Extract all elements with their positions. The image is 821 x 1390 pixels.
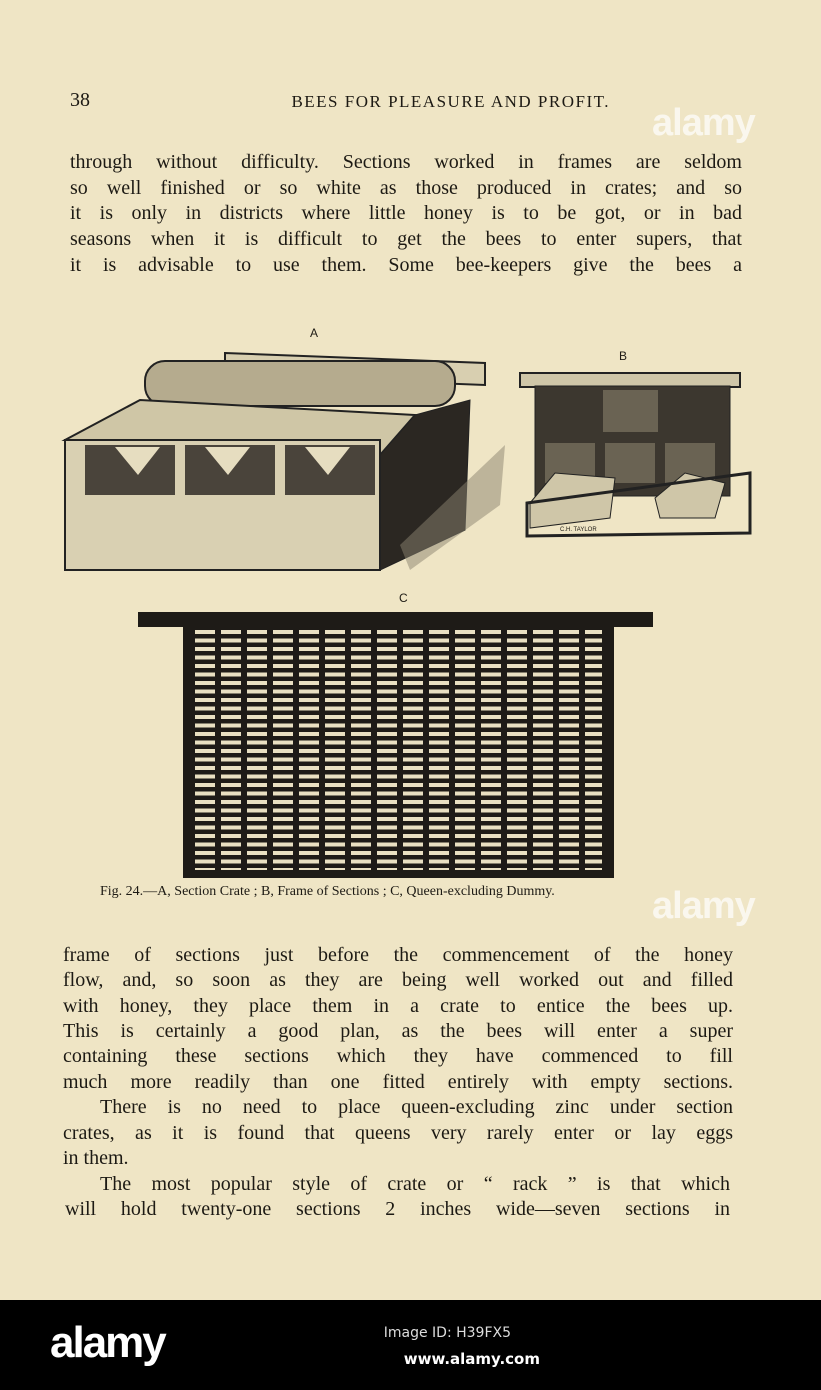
text-line: flow, and, so soon as they are being well worked out and filled [63,969,733,991]
text-line: containing these sections which they have commenced to fill [63,1045,733,1067]
figure-label-a: A [310,326,319,340]
running-title: BEES FOR PLEASURE AND PROFIT. [291,92,610,111]
text-line: will hold twenty-one sections 2 inches wide—seven sections in [65,1198,730,1220]
text-line: it is only in districts where little honey is to be got, or in bad [70,202,742,224]
running-header [70,89,610,112]
frame-of-sections-illustration [515,368,755,543]
text-line: in them. [63,1147,129,1169]
text-line: crates, as it is found that queens very rarely enter or lay eggs [63,1122,733,1144]
text-line: frame of sections just before the commencement of the honey [63,944,733,966]
text-line: There is no need to place queen-excluding zinc under section [100,1096,733,1118]
text-line: through without difficulty. Sections worked in frames are seldom [70,151,742,173]
text-line: This is certainly a good plan, as the bees will enter a super [63,1020,733,1042]
watermark: alamy [652,102,755,144]
watermark: alamy [652,885,755,927]
section-crate-illustration [60,345,510,577]
text-line: much more readily than one fitted entirely with empty sections. [63,1071,733,1093]
queen-excluding-dummy-illustration [183,626,614,878]
image-id: Image ID: H39FX5 [383,1325,511,1341]
text-line: with honey, they place them in a crate to entice the bees up. [63,995,733,1017]
text-line: The most popular style of crate or “ rack ” is that which [100,1173,730,1195]
text-line: seasons when it is difficult to get the bees to enter supers, that [70,228,742,250]
alamy-logo: alamy [50,1318,165,1367]
figure-label-c: C [399,591,408,605]
text-line: it is advisable to use them. Some bee-keepers give the bees a [70,254,742,276]
engraver-signature: C.H. TAYLOR [560,527,597,533]
site-url: www.alamy.com [403,1350,540,1368]
page-number: 38 [70,89,90,111]
dummy-top-bar [138,612,653,627]
figure-caption: Fig. 24.—A, Section Crate ; B, Frame of Sections ; C, Queen-excluding Dummy. [100,884,555,899]
figure-label-b: B [619,349,628,363]
text-line: so well finished or so white as those produced in crates; and so [70,177,742,199]
